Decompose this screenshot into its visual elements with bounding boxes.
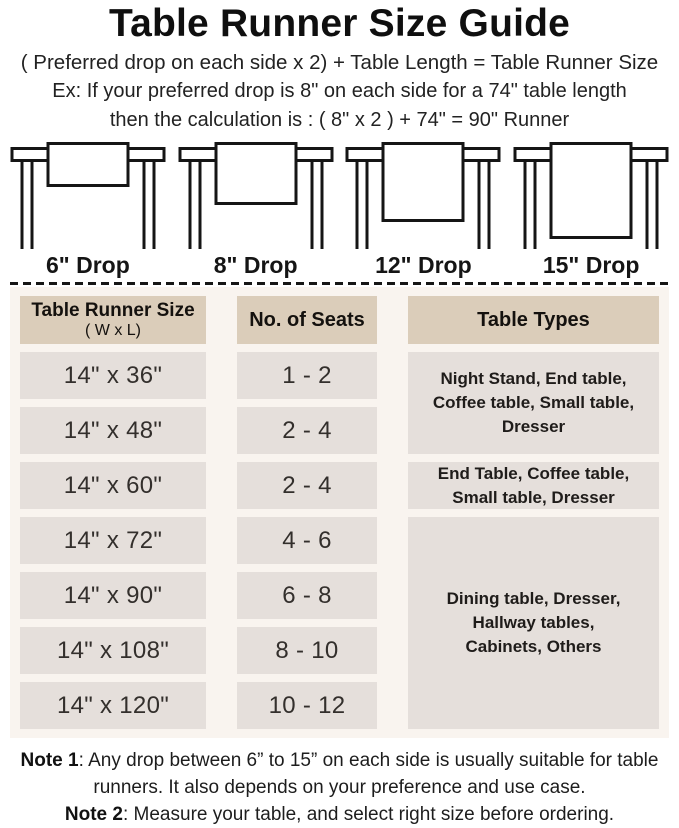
size-cell-row-2: 14" x 48" <box>20 407 206 454</box>
size-cell-row-5: 14" x 90" <box>20 572 206 619</box>
table-figure-8-drop <box>175 139 337 278</box>
note-2-text: : Measure your table, and select right size before ordering. <box>122 804 615 825</box>
header-section <box>0 0 679 135</box>
dashed-divider <box>10 282 669 285</box>
notes-section <box>9 738 671 828</box>
size-cell-row-4: 14" x 72" <box>20 517 206 564</box>
table-types-group-3 <box>408 517 659 729</box>
drop-label-8: 8" Drop <box>213 252 298 278</box>
table-figure-6-drop <box>7 139 169 278</box>
seats-cell-row-1: 1 - 2 <box>237 352 377 399</box>
page-title: Table Runner Size Guide <box>108 2 571 45</box>
example-line-1: Ex: If your preferred drop is 8" on each side for a 74" table length <box>52 80 627 102</box>
seats-cell-row-5: 6 - 8 <box>237 572 377 619</box>
table-runner-drawing-12-icon <box>344 139 502 249</box>
drop-label-12: 12" Drop <box>375 252 472 278</box>
header-seats <box>237 296 377 344</box>
table-runner-drawing-6-icon <box>9 139 167 249</box>
size-cell-row-3: 14" x 60" <box>20 462 206 509</box>
table-types-group-1-text: Night Stand, End table, Coffee table, Small table, Dresser <box>432 369 635 436</box>
header-runner-size <box>20 296 206 344</box>
seats-cell-row-4: 4 - 6 <box>237 517 377 564</box>
drop-label-6: 6" Drop <box>46 252 130 278</box>
note-2 <box>9 801 671 828</box>
seats-cell-row-7: 10 - 12 <box>237 682 377 729</box>
header-table-types-label: Table Types <box>477 308 590 331</box>
example-line-2: then the calculation is : ( 8" x 2 ) + 74" = 90" Runner <box>109 109 570 131</box>
size-cell-row-1: 14" x 36" <box>20 352 206 399</box>
table-types-group-2-text: End Table, Coffee table, Small table, Dresser <box>437 463 630 507</box>
formula-text: ( Preferred drop on each side x 2) + Table Length = Table Runner Size <box>20 51 659 74</box>
seats-cell-row-3: 2 - 4 <box>237 462 377 509</box>
drop-label-15: 15" Drop <box>542 252 640 278</box>
note-1-text: : Any drop between 6” to 15” on each side is usually suitable for table runners. It also depends on your preference and use case. <box>78 750 659 798</box>
size-cell-row-6: 14" x 108" <box>20 627 206 674</box>
drop-illustrations <box>0 135 679 278</box>
table-runner-drawing-15-icon <box>512 139 670 249</box>
seats-cell-row-2: 2 - 4 <box>237 407 377 454</box>
seats-cell-row-6: 8 - 10 <box>237 627 377 674</box>
header-runner-size-title: Table Runner Size <box>31 300 195 321</box>
table-types-group-2 <box>408 462 659 509</box>
table-figure-15-drop <box>510 139 672 278</box>
note-1-label: Note 1 <box>20 750 79 771</box>
note-1 <box>9 747 671 801</box>
size-cell-row-7: 14" x 120" <box>20 682 206 729</box>
table-figure-12-drop <box>342 139 504 278</box>
table-types-group-3-text: Dining table, Dresser, Hallway tables, Cabinets, Others <box>446 589 621 656</box>
table-runner-drawing-8-icon <box>177 139 335 249</box>
size-table-panel <box>10 287 669 738</box>
table-types-group-1 <box>408 352 659 454</box>
header-runner-size-sub: ( W x L) <box>85 322 141 339</box>
header-table-types <box>408 296 659 344</box>
note-2-label: Note 2 <box>64 804 123 825</box>
size-table <box>20 296 659 729</box>
header-seats-label: No. of Seats <box>249 308 365 331</box>
